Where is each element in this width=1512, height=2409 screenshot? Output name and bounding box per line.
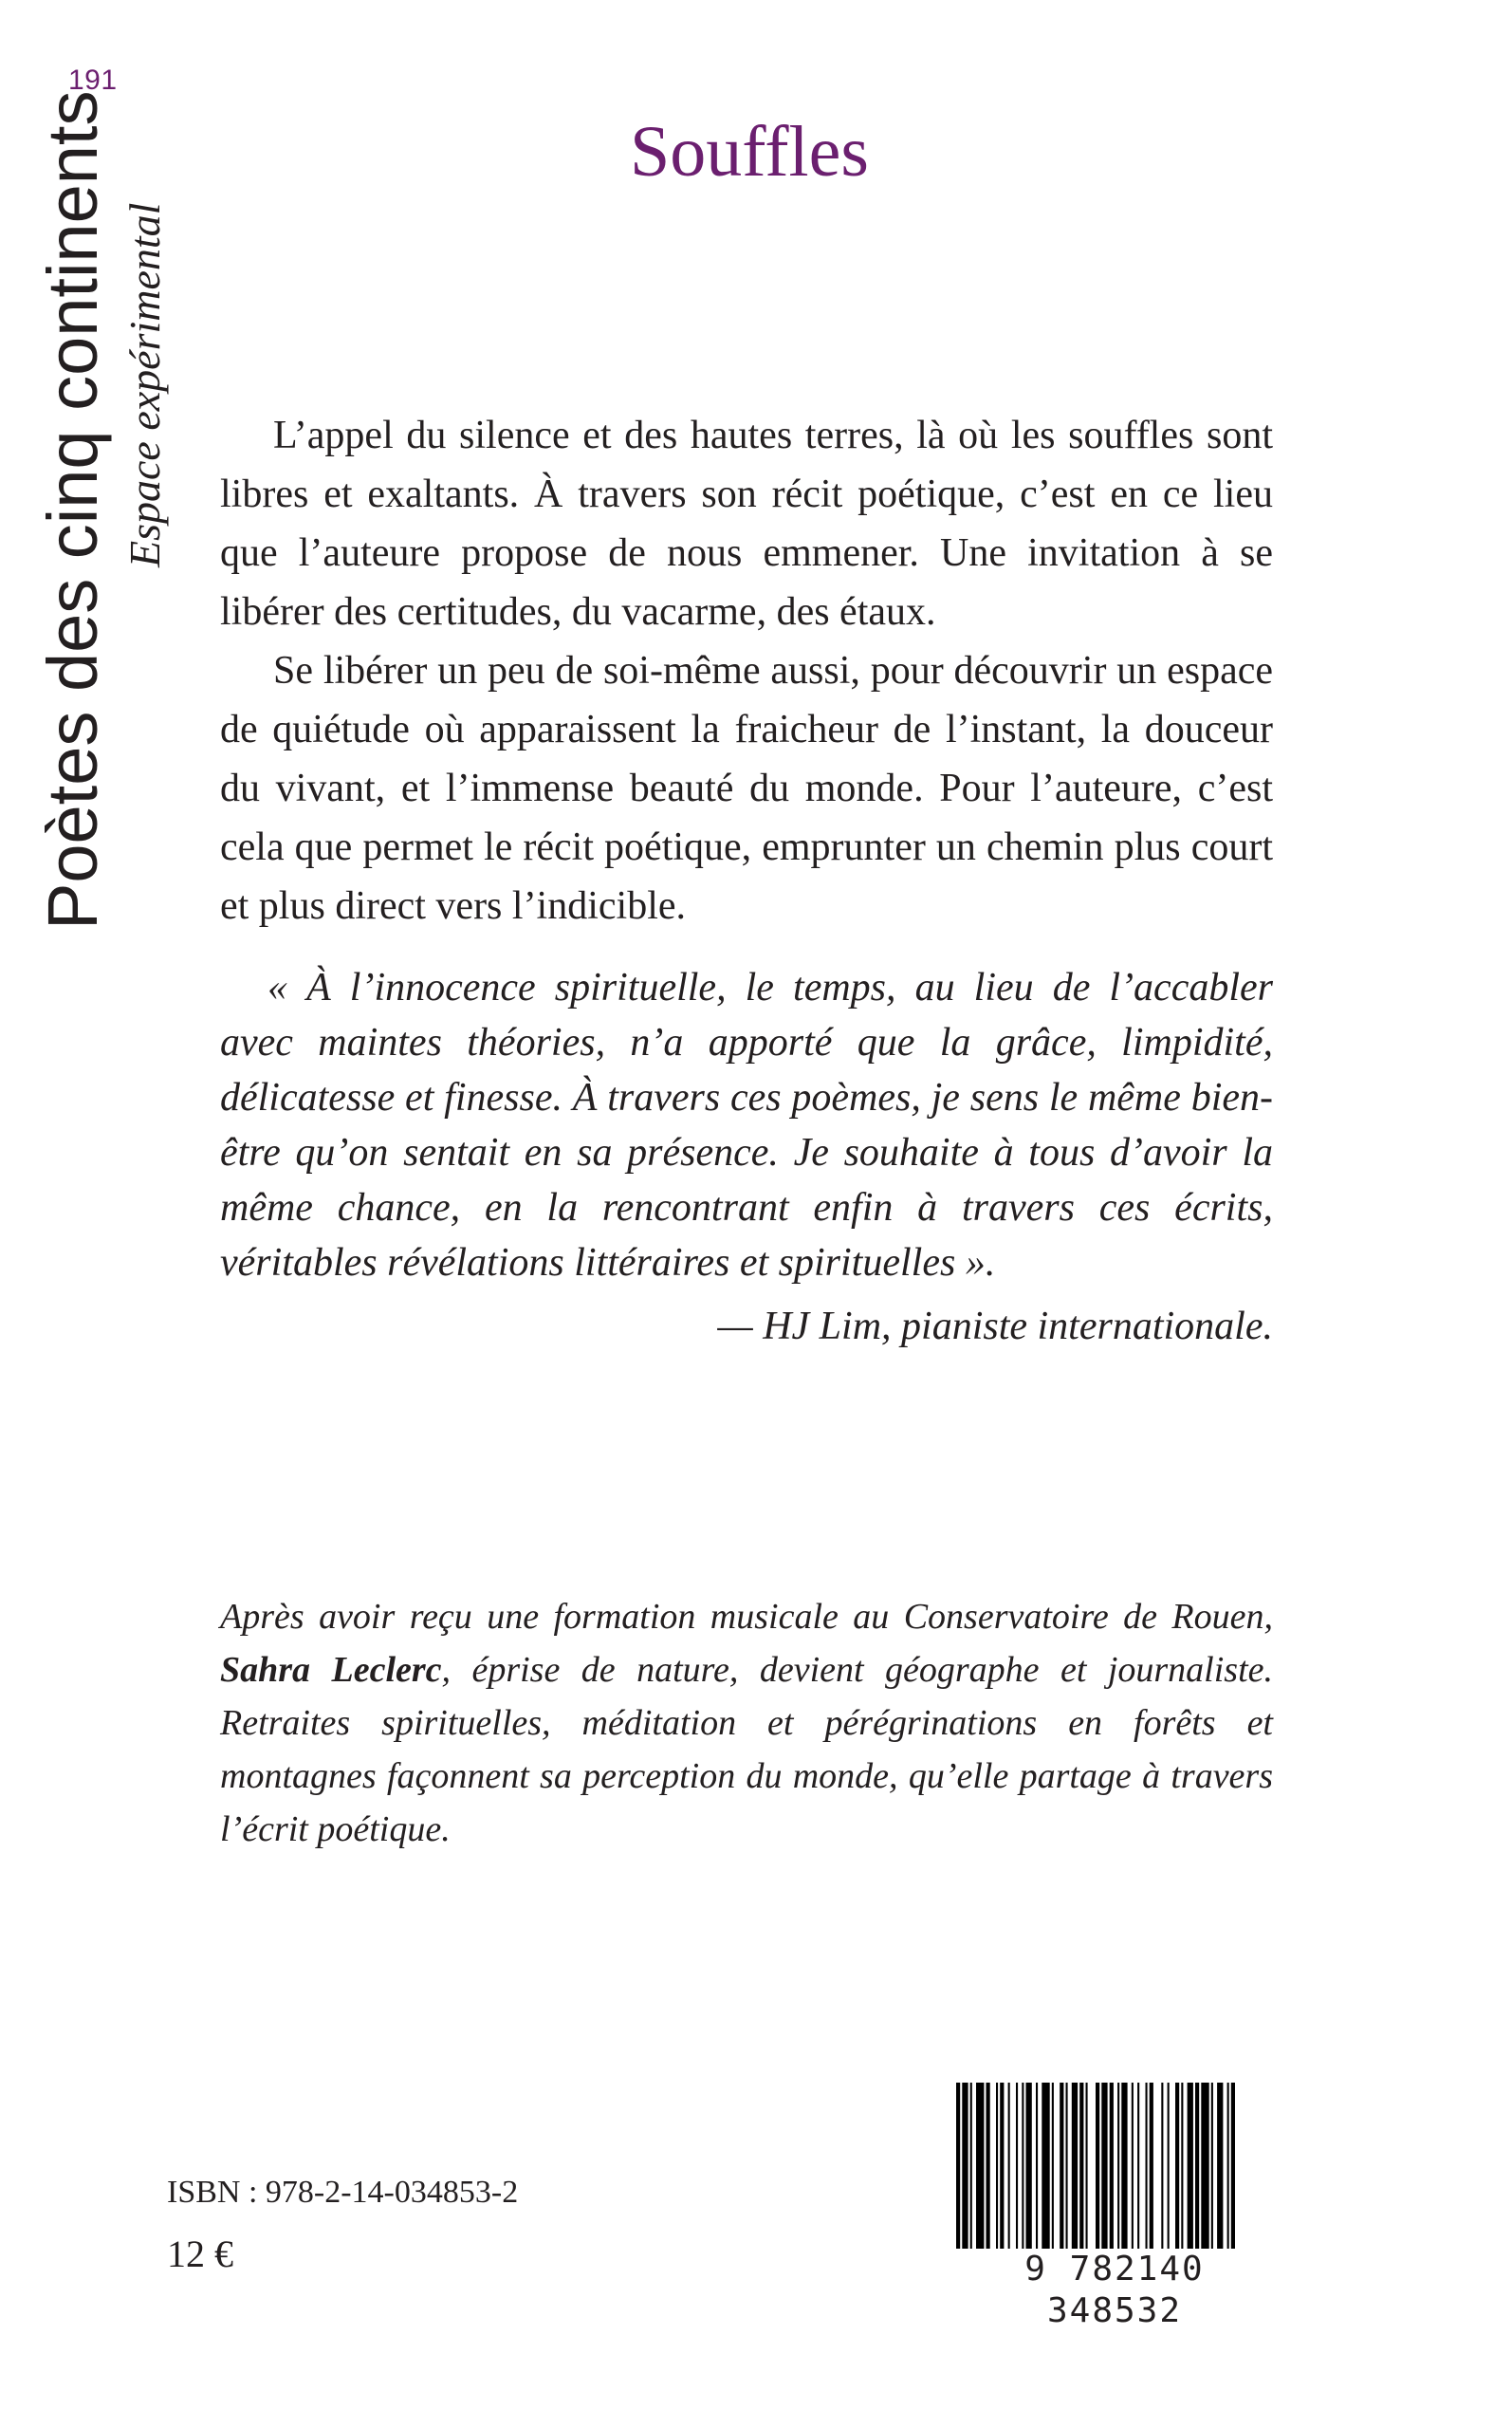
series-title: Poètes des cinq continents [33, 90, 112, 930]
barcode-bar [1211, 2083, 1213, 2249]
barcode-bar [1227, 2083, 1229, 2249]
barcode-bar [1096, 2083, 1099, 2249]
barcode-bar [1231, 2083, 1235, 2249]
barcode-bar [1146, 2083, 1148, 2249]
barcode-bar [1101, 2083, 1107, 2249]
series-subtitle: Espace expérimental [120, 202, 169, 567]
blurb-paragraph-2: Se libérer un peu de soi-même aussi, pour découvrir un espace de quiétude où apparaissent la fraicheur de l’instant, la douceur du vivant, et l’immense beauté du monde. Pour l’auteure, c’est cela que permet le récit poétique, emprunter un chemin plus court et plus direct vers l’indicible. [220, 649, 1273, 928]
barcode-bar [1201, 2083, 1208, 2249]
barcode-bar [1175, 2083, 1179, 2249]
quote-text: « À l’innocence spirituelle, le temps, au lieu de l’accabler avec maintes théories, n’a apporté que la grâce, limpidité, délicatesse et finesse. À travers ces poèmes, je sens le même bien-être qu’on sentait en sa présence. Je souhaite à tous d’avoir la même chance, en la rencontrant enfin à travers ces écrits, véritables révélations littéraires et spirituelles ». [220, 966, 1273, 1285]
barcode-bar [962, 2083, 968, 2249]
author-bio [220, 1590, 1273, 1856]
barcode-bar [1016, 2083, 1018, 2249]
barcode-bar [1137, 2083, 1139, 2249]
barcode-bar [1150, 2083, 1153, 2249]
barcode-bar [1052, 2083, 1054, 2249]
barcode-bar [1121, 2083, 1127, 2249]
isbn: ISBN : 978-2-14-034853-2 [167, 2175, 519, 2210]
barcode-bar [1117, 2083, 1119, 2249]
barcode-bar [1217, 2083, 1223, 2249]
author-name: Sahra Leclerc [220, 1650, 442, 1690]
blurb [220, 406, 1273, 936]
barcode-bar [956, 2083, 960, 2249]
barcode-bar [1008, 2083, 1010, 2249]
quote-attribution: — HJ Lim, pianiste internationale. [717, 1305, 1273, 1348]
price: 12 € [167, 2233, 233, 2275]
barcode-bar [1168, 2083, 1170, 2249]
blurb-paragraph-1: L’appel du silence et des hautes terres, là où les souffles sont libres et exaltants. À travers son récit poétique, c’est en ce lieu que l’auteure propose de nous emmener. Une invitation à se libérer des certitudes, du vacarme, des étaux. [220, 414, 1273, 634]
barcode-bar [1188, 2083, 1193, 2249]
bio-before-name: Après avoir reçu une formation musicale au Conservatoire de Rouen, [220, 1597, 1273, 1637]
barcode-bar [1161, 2083, 1163, 2249]
barcode-bar [1036, 2083, 1038, 2249]
barcode-bar [1086, 2083, 1088, 2249]
barcode-bar [986, 2083, 990, 2249]
series-number: 191 [68, 65, 118, 96]
testimonial-quote [220, 960, 1273, 1290]
bio-after-name: , éprise de nature, devient géographe et journaliste. Retraites spirituelles, méditation et pérégrinations en forêts et montagnes façonnent sa perception du monde, qu’elle partage à travers l’écrit poétique. [220, 1650, 1273, 1849]
barcode-bar [1195, 2083, 1199, 2249]
barcode-bar [1000, 2083, 1004, 2249]
barcode-bar [1079, 2083, 1083, 2249]
barcode-bar [1060, 2083, 1063, 2249]
barcode-digits: 9 782140 348532 [949, 2249, 1281, 2332]
barcode-bar [1181, 2083, 1183, 2249]
barcode-bar [1072, 2083, 1078, 2249]
barcode-bar [1026, 2083, 1032, 2249]
author-bio-text [220, 1590, 1273, 1856]
barcode-bar [1066, 2083, 1068, 2249]
book-title: Souffles [630, 112, 869, 192]
barcode-bar [1132, 2083, 1134, 2249]
barcode-bar [976, 2083, 984, 2249]
barcode-bar [970, 2083, 972, 2249]
barcode-bar [1022, 2083, 1023, 2249]
barcode-bar [1110, 2083, 1114, 2249]
barcode-bar [1042, 2083, 1049, 2249]
barcode-bar [996, 2083, 998, 2249]
